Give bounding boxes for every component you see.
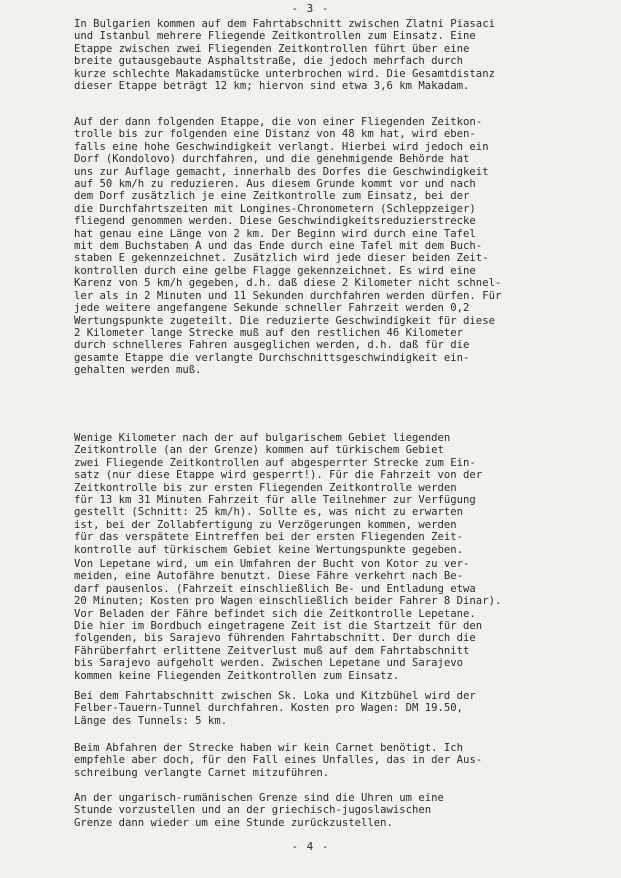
- text-line: Etappe zwischen zwei Fliegenden Zeitkontrollen führt über eine: [74, 42, 470, 55]
- text-line: Fährüberfahrt erlittene Zeitverlust muß auf dem Fahrtabschnitt: [74, 644, 470, 657]
- text-line: empfehle aber doch, für den Fall eines Unfalles, das in der Aus-: [74, 754, 483, 767]
- text-line: staben E gekennzeichnet. Zusätzlich wird jede dieser beiden Zeit-: [74, 252, 489, 265]
- text-line: Länge des Tunnels: 5 km.: [74, 714, 228, 727]
- text-line: für 13 km 31 Minuten Fahrzeit für alle Teilnehmer zur Verfügung: [74, 494, 476, 507]
- text-line: 2 Kilometer lange Strecke muß auf den restlichen 46 Kilometer: [74, 326, 464, 339]
- text-line: In Bulgarien kommen auf dem Fahrtabschnitt zwischen Zlatni Piasaci: [74, 18, 495, 30]
- text-line: Dorf (Kondolovo) durchfahren, und die genehmigende Behörde hat: [74, 153, 470, 166]
- text-line: folgenden, bis Sarajevo führenden Fahrtabschnitt. Der durch die: [74, 632, 476, 645]
- text-line: Die hier im Bordbuch eingetragene Zeit ist die Startzeit für den: [74, 620, 483, 633]
- text-line: Zeitkontrolle (an der Grenze) kommen auf türkischem Gebiet: [74, 444, 444, 457]
- text-line: falls eine hohe Geschwindigkeit verlangt. Hierbei wird jedoch ein: [74, 140, 489, 153]
- text-line: An der ungarisch-rumänischen Grenze sind die Uhren um eine: [74, 792, 444, 804]
- text-line: meiden, eine Autofähre benutzt. Diese Fähre verkehrt nach Be-: [74, 570, 464, 583]
- text-line: hat genau eine Länge von 2 km. Der Beginn wird durch eine Tafel: [74, 227, 476, 240]
- text-line: Bei dem Fahrtabschnitt zwischen Sk. Loka und Kitzbühel wird der: [74, 690, 476, 702]
- text-line: Zeitkontrolle bis zur ersten Fliegenden Zeitkontrolle werden: [74, 481, 457, 494]
- text-line: kurze schlechte Makadamstücke unterbrochen wird. Die Gesamtdistanz: [74, 67, 495, 80]
- text-line: mit dem Buchstaben A und das Ende durch eine Tafel mit dem Buch-: [74, 240, 483, 253]
- text-line: zwei Fliegende Zeitkontrollen auf abgesperrter Strecke zum Ein-: [74, 456, 476, 469]
- text-line: und Istanbul mehrere Fliegende Zeitkontrollen zum Einsatz. Eine: [74, 30, 476, 43]
- text-line: darf pausenlos. (Fahrzeit einschließlich Be- und Entladung etwa: [74, 582, 476, 595]
- paragraph-lepetane-ferry: [74, 558, 594, 682]
- text-line: Felber-Tauern-Tunnel durchfahren. Kosten pro Wagen: DM 19.50,: [74, 702, 464, 715]
- text-line: kontrollen durch eine gelbe Flagge gekennzeichnet. Es wird eine: [74, 264, 476, 277]
- text-line: bis Sarajevo aufgeholt werden. Zwischen Lepetane und Sarajevo: [74, 657, 464, 670]
- text-line: Wenige Kilometer nach der auf bulgarischem Gebiet liegenden: [74, 432, 451, 444]
- paragraph-turkey-border: [74, 432, 594, 556]
- text-line: Karenz von 5 km/h gegeben, d.h. daß diese 2 Kilometer nicht schnel-: [74, 277, 502, 290]
- text-line: Grenze dann wieder um eine Stunde zurückzustellen.: [74, 816, 393, 829]
- text-line: jede weitere angefangene Sekunde schneller Fahrzeit werden 0,2: [74, 302, 470, 315]
- text-line: die Durchfahrtszeiten mit Longines-Chronometern (Schleppzeiger): [74, 202, 476, 215]
- text-line: Stunde vorzustellen und an der griechisch-jugoslawischen: [74, 804, 432, 817]
- text-line: Beim Abfahren der Strecke haben wir kein Carnet benötigt. Ich: [74, 742, 464, 754]
- text-line: auf 50 km/h zu reduzieren. Aus diesem Grunde kommt vor und nach: [74, 178, 476, 191]
- paragraph-time-zones: [74, 792, 594, 829]
- text-line: ler als in 2 Minuten und 11 Sekunden durchfahren werden dürfen. Für: [74, 289, 502, 302]
- paragraph-kondolovo: [74, 116, 594, 377]
- text-line: breite gutausgebaute Asphaltstraße, die jedoch mehrfach durch: [74, 55, 464, 68]
- paragraph-tauern-tunnel: [74, 690, 594, 727]
- text-line: Auf der dann folgenden Etappe, die von einer Fliegenden Zeitkon-: [74, 116, 483, 128]
- paragraph-bulgaria: [74, 18, 594, 92]
- text-line: trolle bis zur folgenden eine Distanz von 48 km hat, wird eben-: [74, 128, 476, 141]
- text-line: schreibung verlangte Carnet mitzuführen.: [74, 766, 330, 779]
- text-line: Von Lepetane wird, um ein Umfahren der Bucht von Kotor zu ver-: [74, 558, 470, 570]
- text-line: kommen keine Fliegenden Zeitkontrollen zum Einsatz.: [74, 669, 400, 682]
- text-line: gehalten werden muß.: [74, 364, 202, 377]
- text-line: Vor Beladen der Fähre befindet sich die Zeitkontrolle Lepetane.: [74, 607, 476, 620]
- text-line: dem Dorf zusätzlich je eine Zeitkontrolle zum Einsatz, bei der: [74, 190, 470, 203]
- text-line: 20 Minuten; Kosten pro Wagen einschließlich beider Fahrer 8 Dinar).: [74, 595, 502, 608]
- page-number-bottom: - 4 -: [291, 840, 330, 853]
- text-line: dieser Etappe beträgt 12 km; hiervon sind etwa 3,6 km Makadam.: [74, 80, 470, 93]
- text-line: für das verspätete Eintreffen bei der ersten Fliegenden Zeit-: [74, 531, 464, 544]
- text-line: gestellt (Schnitt: 25 km/h). Sollte es, was nicht zu erwarten: [74, 506, 464, 519]
- text-line: uns zur Auflage gemacht, innerhalb des Dorfes die Geschwindigkeit: [74, 165, 489, 178]
- text-line: ist, bei der Zollabfertigung zu Verzögerungen kommen, werden: [74, 518, 457, 531]
- paragraph-carnet: [74, 742, 594, 779]
- text-line: Wertungspunkte zugeteilt. Die reduzierte Geschwindigkeit für diese: [74, 314, 495, 327]
- page-number-top: - 3 -: [291, 2, 330, 15]
- text-line: kontrolle auf türkischem Gebiet keine Wertungspunkte gegeben.: [74, 543, 464, 556]
- text-line: gesamte Etappe die verlangte Durchschnittsgeschwindigkeit ein-: [74, 351, 470, 364]
- text-line: satz (nur diese Etappe wird gesperrt!). Für die Fahrzeit von der: [74, 469, 483, 482]
- text-line: fliegend genommen werden. Diese Geschwindigkeitsreduzierstrecke: [74, 215, 476, 228]
- text-line: durch schnelleres Fahren ausgeglichen werden, d.h. daß für die: [74, 339, 470, 352]
